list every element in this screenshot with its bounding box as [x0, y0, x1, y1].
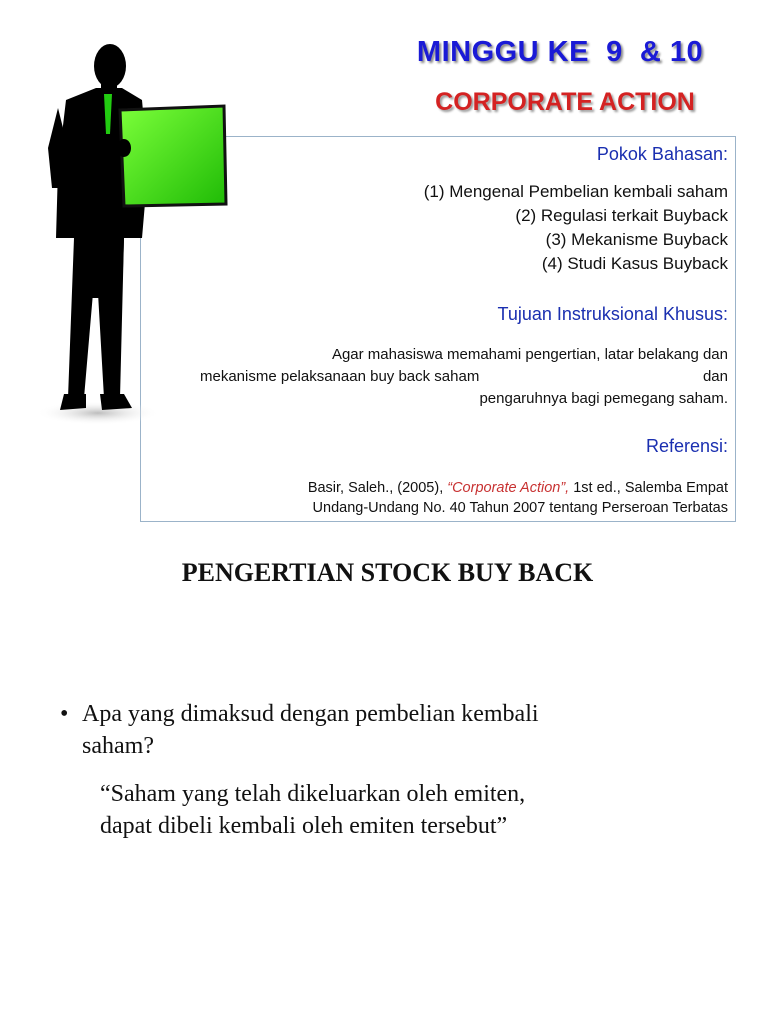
- objective-line: Agar mahasiswa memahami pengertian, latar belakang dan: [331, 346, 728, 363]
- reference-book-title: “Corporate Action”,: [447, 480, 570, 496]
- quote-line: dapat dibeli kembali oleh emiten tersebut”: [100, 813, 508, 839]
- objective-heading: Tujuan Instruksional Khusus:: [497, 304, 728, 324]
- slide-title: MINGGU KE 9 & 10: [416, 36, 704, 68]
- reference-publisher: 1st ed., Salemba Empat: [569, 480, 728, 496]
- topic-item: (4) Studi Kasus Buyback: [541, 254, 728, 273]
- reference-item: Undang-Undang No. 40 Tahun 2007 tentang Perseroan Terbatas: [312, 500, 728, 516]
- bullet-symbol: •: [60, 701, 69, 727]
- topic-item: (1) Mengenal Pembelian kembali saham: [423, 182, 728, 201]
- slide-stock-buy-back: [0, 540, 768, 1024]
- bullet-line: Apa yang dimaksud dengan pembelian kembali: [82, 701, 539, 727]
- objective-line: [200, 366, 728, 388]
- slide-subtitle: CORPORATE ACTION: [435, 88, 695, 116]
- reference-heading: Referensi:: [645, 436, 728, 456]
- objective-line: pengaruhnya bagi pemegang saham.: [479, 390, 728, 407]
- bullet-line: saham?: [82, 733, 154, 759]
- reference-item: [308, 480, 728, 496]
- reference-author: Basir, Saleh., (2005),: [307, 480, 448, 496]
- objective-line-part: mekanisme pelaksanaan buy back saham: [200, 368, 480, 385]
- quote-line: “Saham yang telah dikeluarkan oleh emiten,: [100, 781, 526, 807]
- topics-heading: Pokok Bahasan:: [596, 144, 728, 164]
- topic-item: (2) Regulasi terkait Buyback: [515, 206, 728, 225]
- bullet-item: [60, 698, 710, 762]
- objective-line-part: dan: [702, 368, 728, 385]
- topic-item: (3) Mekanisme Buyback: [545, 230, 728, 249]
- section-title: PENGERTIAN STOCK BUY BACK: [181, 558, 594, 587]
- definition-quote: [100, 778, 720, 842]
- objective-text: [200, 344, 728, 410]
